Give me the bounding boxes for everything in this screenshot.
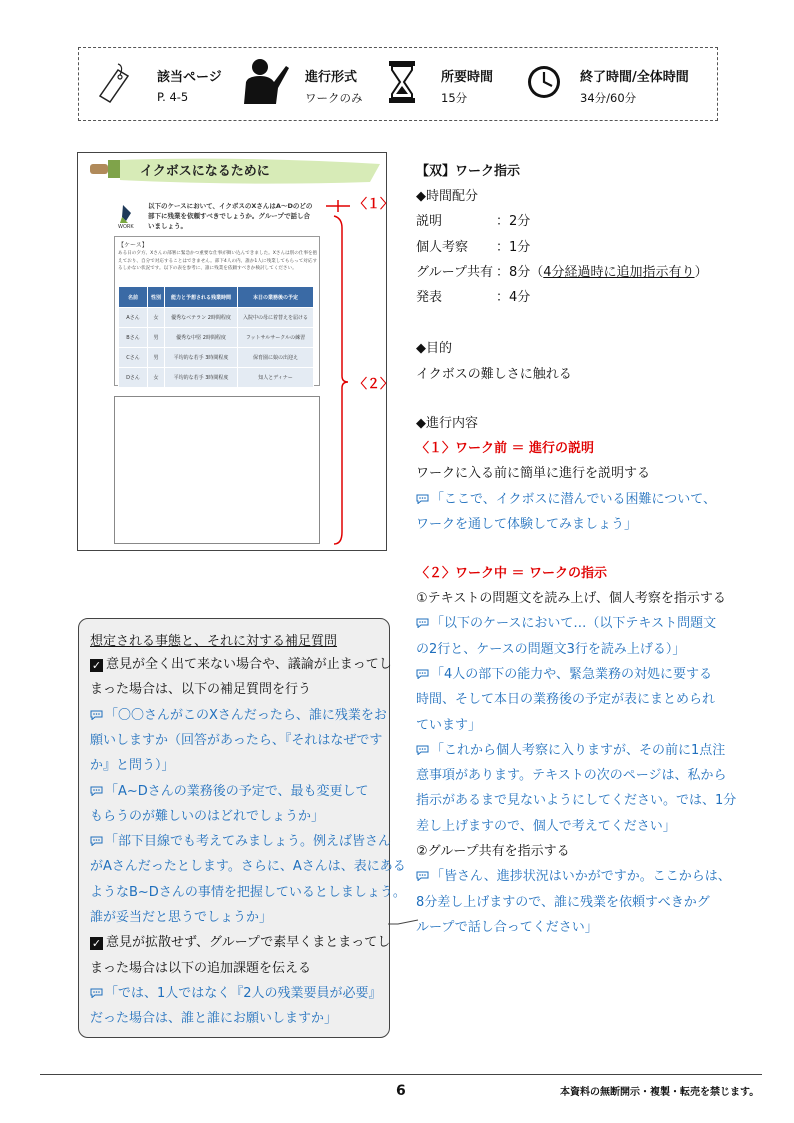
step2-line [416,839,570,864]
time-value-group-note: 4分経過時に追加指示有り [543,265,695,280]
table-cell: 優秀なベテラン 2時間程度 [165,308,238,328]
step2-line-text: 「以下のケースにおいて…（以下テキスト問題文 [431,616,717,632]
step2-line [416,713,481,738]
table-cell: 平均的な若手 3時間程度 [165,368,238,388]
supplementary-line-text: ようなB~Dさんの事情を把握しているとしましょう。 [90,884,406,900]
header-title-end-time: 終了時間/全体時間 [580,70,689,85]
step2-line-text: 「これから個人考察に入りますが、その前に1点注 [431,742,726,758]
time-heading: ◆時間配分 [416,189,478,204]
range-brackets [324,196,354,548]
step2-line-text: の2行と、ケースの問題文3行を読み上げる）」 [416,641,686,657]
supplementary-line [90,680,311,700]
table-row [119,348,314,368]
tag-icon [96,62,132,106]
supplementary-line-text: 意見が拡散せず、グループで素早くまとまってし [106,935,391,951]
table-cell: Aさん [119,308,148,328]
step2-line-text: ています」 [416,717,482,733]
step2-line-text: ②グループ共有を指示する [416,844,570,859]
supplementary-line-text: がAさんだったとします。さらに、Aさんは、表にある [90,859,406,875]
case-heading: 【ケース】 [118,242,148,249]
checkbox-icon: ✓ [91,659,102,672]
supplementary-line-text: 「では、1人ではなく『2人の残業要員が必要』 [105,985,382,1001]
supplementary-line [90,807,324,827]
header-value-duration: 15分 [441,91,468,105]
supplementary-line [90,655,392,675]
table-cell: 優秀な中堅 2時間程度 [165,328,238,348]
step1-quote-1-text: 「ここで、イクボスに潜んでいる困難について、 [431,492,716,507]
step2-line [416,788,736,813]
step2-line [416,637,685,662]
step2-line [416,864,731,889]
table-cell: 入院中の母に着替えを届ける [238,308,314,328]
header-value-page: P. 4-5 [157,90,189,104]
banner-title: イクボスになるために [140,164,270,179]
table-header: 性別 [148,287,165,308]
step2-line-text: 時間、そして本日の業務後の予定が表にまとめられ [416,692,716,708]
step1-quote-2: ワークを通して体験してみましょう」 [416,517,638,532]
supplementary-line [90,756,175,776]
step2-line [416,662,712,687]
step2-line [416,687,715,712]
step1-text: ワークに入る前に簡単に進行を説明する [416,466,651,481]
header-title-format: 進行形式 [305,70,358,85]
supplementary-line-text: まった場合は以下の追加課題を伝える [90,960,312,976]
supplementary-line-text: 「A~Dさんの業務後の予定で、最も変更して [105,783,369,799]
supplementary-line-text: 誰が妥当だと思うでしょうか」 [90,910,273,925]
marker-2: 〈２〉 [354,377,394,392]
time-label-explain: 説明 [416,214,443,229]
speech-bubble-icon [416,745,429,755]
header-title-page: 該当ページ [157,70,222,85]
step2-line [416,915,598,940]
page-number: 6 [396,1083,406,1099]
step1-title: 〈１〉ワーク前 ＝ 進行の説明 [416,441,595,456]
table-cell: 平均的な若手 3時間程度 [165,348,238,368]
supplementary-line-text: まった場合は、以下の補足質問を行う [90,682,312,698]
speech-bubble-icon [90,836,103,846]
header-title-duration: 所要時間 [441,70,494,85]
table-row [119,368,314,388]
table-cell: 男 [148,348,165,368]
supplementary-line [90,832,391,852]
supplementary-line-text: 「部下目線でも考えてみましょう。例えば皆さん [105,834,392,850]
supplementary-line [90,857,406,877]
speech-bubble-icon [90,710,103,720]
step2-line-text: 意事項があります。テキストの次のページは、私から [416,768,727,784]
speech-bubble-icon [90,988,103,998]
step2-line-text: ループで話し合ってください」 [416,919,598,935]
time-label-present: 発表 [416,290,443,305]
supplementary-line-text: もらうのが難しいのはどれでしょうか」 [90,808,325,824]
time-value-explain: ：2分 [496,214,531,229]
step2-line-text: ①テキストの問題文を読み上げ、個人考察を指示する [416,591,726,606]
supplementary-line [90,883,406,903]
hourglass-icon [388,60,416,104]
supplementary-line-text: 意見が全く出て来ない場合や、議論が止まってし [106,657,392,672]
supplementary-line [90,933,390,953]
speech-bubble-icon [416,669,429,679]
copyright-notice: 本資料の無断開示・複製・転売を禁じます。 [560,1087,760,1098]
purpose-text: イクボスの難しさに触れる [416,367,572,382]
case-table [118,286,314,388]
step2-line-text: 「皆さん、進捗状況はいかがですか。ここからは、 [431,869,731,885]
table-header: 名前 [119,287,148,308]
supplementary-line-text: 願いしますか（回答があったら、『それはなぜです [90,732,383,748]
supplementary-line [90,959,311,979]
speech-bubble-icon [90,786,103,796]
marker-1: 〈１〉 [354,197,394,212]
header-value-end-time: 34分/60分 [580,91,637,105]
time-value-group-close: ） [694,265,708,280]
time-value-group [496,260,708,285]
supplementary-line [90,1009,337,1029]
table-cell: 男 [148,328,165,348]
supplementary-line [90,984,382,1004]
footer-divider [40,1074,762,1075]
table-header: 本日の業務後の予定 [238,287,314,308]
table-cell: 女 [148,308,165,328]
work-label: WORK [118,224,134,230]
table-cell: 保育園に娘の出迎え [238,348,314,368]
header-value-format: ワークのみ [305,91,363,105]
case-text: ある日の夕方、Xさんの部署に緊急かつ重要な仕事が舞い込んできました。Xさんは別の仕事を抱えており、自分で対応することはできません。部下4人の内、誰か1人に残業してもらって対応するしかない状況です。以下の表を参考に、誰に残業を依頼すべきか検討してください。 [118,251,318,271]
step2-line-text: 指示があるまで見ないようにしてください。では、1分 [416,793,737,809]
table-cell: フットサルサークルの練習 [238,328,314,348]
time-value-group-main: ：8分（ [496,265,544,280]
content-heading: ◆進行内容 [416,416,478,431]
time-value-present: ：4分 [496,290,531,305]
supplementary-line-text: 「〇〇さんがこのXさんだったら、誰に残業をお [105,707,387,723]
supplementary-line-text: だった場合は、誰と誰にお願いしますか」 [90,1011,338,1027]
answer-box [114,396,320,544]
checkbox-icon: ✓ [91,937,102,951]
supplementary-line-text: か』と問う）」 [90,758,175,774]
table-cell: 女 [148,368,165,388]
supplementary-line [90,908,272,928]
step2-line [416,738,725,763]
table-row [119,328,314,348]
table-row [119,308,314,328]
time-label-individual: 個人考察 [416,240,469,255]
step2-line [416,586,726,611]
step2-line [416,763,726,788]
connector-line [388,918,420,930]
table-header: 能力と予想される残業時間 [165,287,238,308]
step2-title: 〈２〉ワーク中 ＝ ワークの指示 [416,566,608,581]
step2-line [416,814,676,839]
speech-bubble-icon [416,618,429,628]
table-cell: Dさん [119,368,148,388]
step2-line [416,611,716,636]
time-value-individual: ：1分 [496,240,531,255]
table-cell: 知人とディナー [238,368,314,388]
table-cell: Bさん [119,328,148,348]
supplementary-line [90,706,387,726]
presenter-icon [238,58,292,104]
step2-line-text: 差し上げますので、個人で考えてください」 [416,818,676,834]
speech-bubble-icon [416,494,429,504]
clock-icon [526,64,562,100]
instruction-title: 【双】ワーク指示 [416,164,521,179]
supplementary-line [90,731,382,751]
work-instruction: 以下のケースにおいて、イクボスのXさんはA〜Dのどの部下に残業を依頼すべきでしょうか。グループで話し合いましょう。 [148,202,313,230]
pen-icon [120,203,134,223]
step2-line-text: 「4人の部下の能力や、緊急業務の対処に要する [431,666,713,682]
step2-line-text: 8分差し上げますので、誰に残業を依頼すべきかグ [416,894,710,910]
step2-line [416,890,710,915]
time-label-group: グループ共有 [416,265,493,280]
step1-quote-1 [416,487,716,512]
purpose-heading: ◆目的 [416,341,452,356]
supplementary-title: 想定される事態と、それに対する補足質問 [90,634,338,649]
table-cell: Cさん [119,348,148,368]
speech-bubble-icon [416,871,429,881]
supplementary-line [90,782,369,802]
